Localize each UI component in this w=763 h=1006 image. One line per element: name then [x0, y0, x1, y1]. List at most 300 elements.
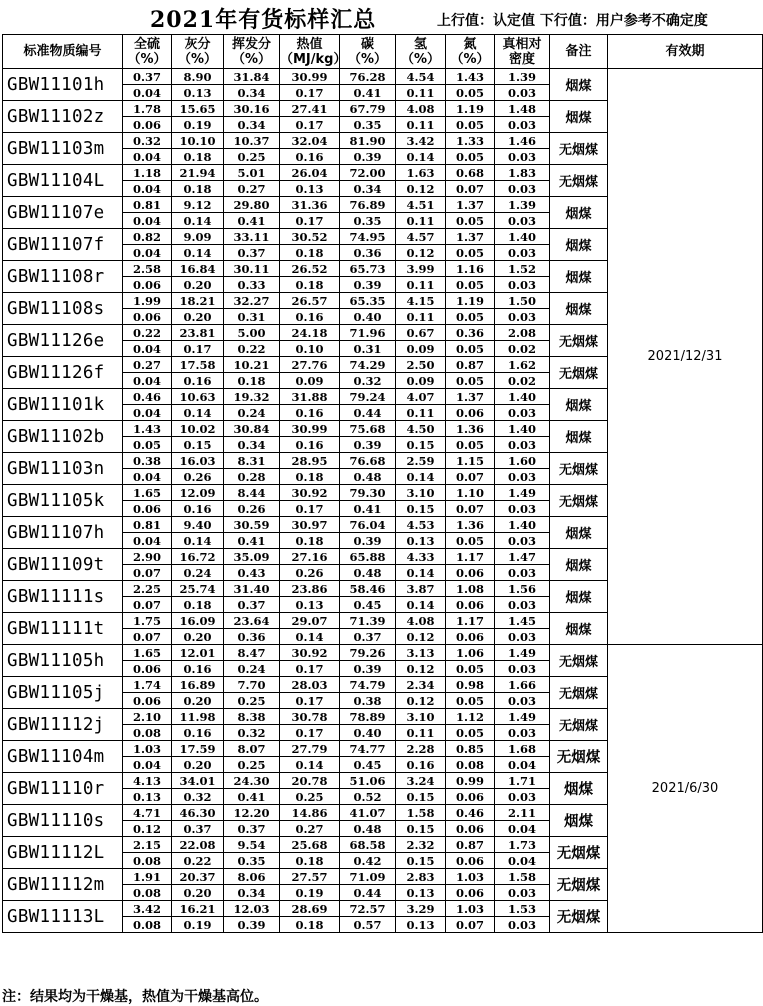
- uncertainty-value: 0.44: [340, 885, 396, 901]
- certified-value: 9.12: [172, 197, 224, 213]
- uncertainty-value: 0.45: [340, 597, 396, 613]
- certified-value: 1.36: [446, 517, 495, 533]
- uncertainty-value: 0.33: [224, 277, 280, 293]
- uncertainty-value: 0.48: [340, 469, 396, 485]
- col-header-validity: 有效期: [608, 35, 763, 69]
- certified-value: 23.86: [280, 581, 340, 597]
- certified-value: 3.24: [396, 773, 446, 789]
- certified-value: 1.08: [446, 581, 495, 597]
- uncertainty-value: 0.11: [396, 725, 446, 741]
- certified-value: 30.16: [224, 101, 280, 117]
- uncertainty-value: 0.19: [172, 117, 224, 133]
- certified-value: 1.50: [495, 293, 550, 309]
- certified-value: 20.37: [172, 869, 224, 885]
- uncertainty-value: 0.12: [396, 693, 446, 709]
- col-header-nitrogen: 氮 （%）: [446, 35, 495, 69]
- uncertainty-value: 0.26: [172, 469, 224, 485]
- certified-value: 8.07: [224, 741, 280, 757]
- uncertainty-value: 0.18: [172, 181, 224, 197]
- uncertainty-value: 0.08: [123, 885, 172, 901]
- uncertainty-value: 0.17: [280, 693, 340, 709]
- uncertainty-value: 0.05: [446, 85, 495, 101]
- certified-value: 34.01: [172, 773, 224, 789]
- certified-value: 10.37: [224, 133, 280, 149]
- uncertainty-value: 0.06: [446, 405, 495, 421]
- certified-value: 72.57: [340, 901, 396, 917]
- uncertainty-value: 0.05: [446, 117, 495, 133]
- uncertainty-value: 0.14: [172, 533, 224, 549]
- certified-value: 0.46: [446, 805, 495, 821]
- uncertainty-value: 0.03: [495, 501, 550, 517]
- uncertainty-value: 0.16: [172, 661, 224, 677]
- uncertainty-value: 0.32: [340, 373, 396, 389]
- certified-value: 1.66: [495, 677, 550, 693]
- col-header-volatile: 挥发分 （%）: [224, 35, 280, 69]
- uncertainty-value: 0.06: [446, 885, 495, 901]
- certified-value: 1.40: [495, 229, 550, 245]
- coal-type-note: 无烟煤: [550, 645, 608, 677]
- certified-value: 0.37: [123, 69, 172, 85]
- coal-type-note: 烟煤: [550, 389, 608, 421]
- uncertainty-value: 0.17: [280, 117, 340, 133]
- uncertainty-value: 0.14: [396, 149, 446, 165]
- uncertainty-value: 0.11: [396, 405, 446, 421]
- certified-value: 24.30: [224, 773, 280, 789]
- uncertainty-value: 0.22: [172, 853, 224, 869]
- uncertainty-value: 0.37: [224, 821, 280, 837]
- certified-value: 2.32: [396, 837, 446, 853]
- certified-value: 17.58: [172, 357, 224, 373]
- uncertainty-value: 0.14: [396, 565, 446, 581]
- coal-type-note: 无烟煤: [550, 453, 608, 485]
- uncertainty-value: 0.03: [495, 789, 550, 805]
- uncertainty-value: 0.27: [280, 821, 340, 837]
- coal-type-note: 烟煤: [550, 805, 608, 837]
- certified-value: 74.79: [340, 677, 396, 693]
- certified-value: 30.78: [280, 709, 340, 725]
- page-title: 2021年有货标样汇总: [150, 7, 377, 33]
- uncertainty-value: 0.34: [224, 117, 280, 133]
- uncertainty-value: 0.03: [495, 85, 550, 101]
- uncertainty-value: 0.04: [123, 373, 172, 389]
- uncertainty-value: 0.02: [495, 341, 550, 357]
- certified-value: 12.03: [224, 901, 280, 917]
- certified-value: 1.17: [446, 613, 495, 629]
- uncertainty-value: 0.41: [224, 533, 280, 549]
- standard-code: GBW11102b: [3, 421, 123, 453]
- certified-value: 4.15: [396, 293, 446, 309]
- uncertainty-value: 0.06: [446, 853, 495, 869]
- coal-type-note: 烟煤: [550, 773, 608, 805]
- certified-value: 16.09: [172, 613, 224, 629]
- uncertainty-value: 0.03: [495, 661, 550, 677]
- uncertainty-value: 0.24: [224, 405, 280, 421]
- uncertainty-value: 0.04: [123, 181, 172, 197]
- uncertainty-value: 0.39: [224, 917, 280, 933]
- standard-code: GBW11107h: [3, 517, 123, 549]
- uncertainty-value: 0.17: [172, 341, 224, 357]
- uncertainty-value: 0.04: [495, 821, 550, 837]
- uncertainty-value: 0.14: [172, 405, 224, 421]
- certified-value: 19.32: [224, 389, 280, 405]
- standard-code: GBW11107e: [3, 197, 123, 229]
- uncertainty-value: 0.40: [340, 725, 396, 741]
- certified-value: 2.90: [123, 549, 172, 565]
- uncertainty-value: 0.03: [495, 405, 550, 421]
- certified-value: 4.13: [123, 773, 172, 789]
- uncertainty-value: 0.13: [396, 917, 446, 933]
- certified-value: 1.58: [396, 805, 446, 821]
- certified-value: 30.11: [224, 261, 280, 277]
- certified-value: 10.10: [172, 133, 224, 149]
- coal-type-note: 烟煤: [550, 69, 608, 101]
- certified-value: 0.27: [123, 357, 172, 373]
- coal-type-note: 无烟煤: [550, 709, 608, 741]
- uncertainty-value: 0.08: [123, 853, 172, 869]
- standard-code: GBW11101h: [3, 69, 123, 101]
- uncertainty-value: 0.12: [396, 629, 446, 645]
- certified-value: 5.01: [224, 165, 280, 181]
- certified-value: 10.02: [172, 421, 224, 437]
- uncertainty-value: 0.18: [280, 853, 340, 869]
- uncertainty-value: 0.39: [340, 277, 396, 293]
- certified-value: 1.37: [446, 229, 495, 245]
- uncertainty-value: 0.25: [224, 149, 280, 165]
- certified-value: 68.58: [340, 837, 396, 853]
- certified-value: 4.53: [396, 517, 446, 533]
- standard-code: GBW11105h: [3, 645, 123, 677]
- standard-code: GBW11113L: [3, 901, 123, 933]
- coal-type-note: 烟煤: [550, 261, 608, 293]
- certified-value: 3.42: [396, 133, 446, 149]
- certified-value: 1.40: [495, 517, 550, 533]
- certified-value: 3.29: [396, 901, 446, 917]
- uncertainty-value: 0.07: [446, 917, 495, 933]
- uncertainty-value: 0.03: [495, 437, 550, 453]
- certified-value: 4.07: [396, 389, 446, 405]
- certified-value: 9.09: [172, 229, 224, 245]
- certified-value: 21.94: [172, 165, 224, 181]
- certified-value: 1.06: [446, 645, 495, 661]
- certified-value: 4.08: [396, 613, 446, 629]
- uncertainty-value: 0.42: [340, 853, 396, 869]
- certified-value: 30.84: [224, 421, 280, 437]
- standard-code: GBW11103m: [3, 133, 123, 165]
- certified-value: 26.52: [280, 261, 340, 277]
- uncertainty-value: 0.25: [224, 757, 280, 773]
- certified-value: 31.40: [224, 581, 280, 597]
- col-header-code: 标准物质编号: [3, 35, 123, 69]
- uncertainty-value: 0.04: [123, 245, 172, 261]
- certified-value: 0.36: [446, 325, 495, 341]
- certified-value: 28.95: [280, 453, 340, 469]
- certified-value: 1.91: [123, 869, 172, 885]
- uncertainty-value: 0.05: [446, 277, 495, 293]
- certified-value: 1.39: [495, 69, 550, 85]
- coal-type-note: 无烟煤: [550, 133, 608, 165]
- uncertainty-value: 0.03: [495, 181, 550, 197]
- certified-value: 31.88: [280, 389, 340, 405]
- certified-value: 1.83: [495, 165, 550, 181]
- certified-value: 75.68: [340, 421, 396, 437]
- certified-value: 32.04: [280, 133, 340, 149]
- standard-code: GBW11112m: [3, 869, 123, 901]
- certified-value: 72.00: [340, 165, 396, 181]
- uncertainty-value: 0.38: [340, 693, 396, 709]
- uncertainty-value: 0.32: [172, 789, 224, 805]
- uncertainty-value: 0.14: [280, 757, 340, 773]
- table-header-row: [3, 35, 763, 69]
- certified-value: 26.04: [280, 165, 340, 181]
- certified-value: 1.03: [123, 741, 172, 757]
- uncertainty-value: 0.31: [340, 341, 396, 357]
- uncertainty-value: 0.12: [123, 821, 172, 837]
- certified-value: 1.19: [446, 293, 495, 309]
- certified-value: 0.81: [123, 517, 172, 533]
- certified-value: 11.98: [172, 709, 224, 725]
- certified-value: 1.99: [123, 293, 172, 309]
- uncertainty-value: 0.45: [340, 757, 396, 773]
- uncertainty-value: 0.20: [172, 757, 224, 773]
- certified-value: 67.79: [340, 101, 396, 117]
- certified-value: 28.69: [280, 901, 340, 917]
- uncertainty-value: 0.13: [123, 789, 172, 805]
- uncertainty-value: 0.03: [495, 469, 550, 485]
- certified-value: 2.08: [495, 325, 550, 341]
- coal-type-note: 无烟煤: [550, 741, 608, 773]
- uncertainty-value: 0.15: [396, 789, 446, 805]
- certified-value: 1.46: [495, 133, 550, 149]
- uncertainty-value: 0.26: [280, 565, 340, 581]
- uncertainty-value: 0.06: [446, 821, 495, 837]
- certified-value: 51.06: [340, 773, 396, 789]
- uncertainty-value: 0.05: [446, 661, 495, 677]
- coal-type-note: 烟煤: [550, 517, 608, 549]
- uncertainty-value: 0.03: [495, 597, 550, 613]
- certified-value: 23.64: [224, 613, 280, 629]
- certified-value: 22.08: [172, 837, 224, 853]
- uncertainty-value: 0.20: [172, 277, 224, 293]
- certified-value: 18.21: [172, 293, 224, 309]
- certified-value: 0.22: [123, 325, 172, 341]
- certified-value: 16.03: [172, 453, 224, 469]
- coal-type-note: 无烟煤: [550, 325, 608, 357]
- certified-value: 2.25: [123, 581, 172, 597]
- uncertainty-value: 0.19: [280, 885, 340, 901]
- certified-value: 41.07: [340, 805, 396, 821]
- certified-value: 1.52: [495, 261, 550, 277]
- uncertainty-value: 0.28: [224, 469, 280, 485]
- uncertainty-value: 0.13: [172, 85, 224, 101]
- uncertainty-value: 0.20: [172, 629, 224, 645]
- certified-value: 25.74: [172, 581, 224, 597]
- uncertainty-value: 0.12: [396, 661, 446, 677]
- uncertainty-value: 0.17: [280, 661, 340, 677]
- certified-value: 8.90: [172, 69, 224, 85]
- uncertainty-value: 0.22: [224, 341, 280, 357]
- certified-value: 76.89: [340, 197, 396, 213]
- certified-value: 25.68: [280, 837, 340, 853]
- uncertainty-value: 0.14: [172, 213, 224, 229]
- certified-value: 4.08: [396, 101, 446, 117]
- certified-value: 1.10: [446, 485, 495, 501]
- certified-value: 1.49: [495, 485, 550, 501]
- certified-value: 8.38: [224, 709, 280, 725]
- uncertainty-value: 0.03: [495, 629, 550, 645]
- uncertainty-value: 0.08: [123, 917, 172, 933]
- certified-value: 1.37: [446, 389, 495, 405]
- certified-value: 0.82: [123, 229, 172, 245]
- certified-value: 33.11: [224, 229, 280, 245]
- uncertainty-value: 0.04: [123, 469, 172, 485]
- uncertainty-value: 0.06: [123, 309, 172, 325]
- uncertainty-value: 0.07: [446, 501, 495, 517]
- uncertainty-value: 0.31: [224, 309, 280, 325]
- uncertainty-value: 0.18: [280, 469, 340, 485]
- certified-value: 27.79: [280, 741, 340, 757]
- uncertainty-value: 0.52: [340, 789, 396, 805]
- certified-value: 17.59: [172, 741, 224, 757]
- certified-value: 71.09: [340, 869, 396, 885]
- certified-value: 8.47: [224, 645, 280, 661]
- uncertainty-value: 0.05: [446, 725, 495, 741]
- standard-code: GBW11103n: [3, 453, 123, 485]
- uncertainty-value: 0.41: [340, 85, 396, 101]
- uncertainty-value: 0.17: [280, 85, 340, 101]
- standard-code: GBW11108s: [3, 293, 123, 325]
- uncertainty-value: 0.48: [340, 821, 396, 837]
- uncertainty-value: 0.04: [123, 341, 172, 357]
- uncertainty-value: 0.35: [340, 213, 396, 229]
- coal-type-note: 烟煤: [550, 197, 608, 229]
- certified-value: 0.81: [123, 197, 172, 213]
- uncertainty-value: 0.37: [340, 629, 396, 645]
- col-header-carbon: 碳 （%）: [340, 35, 396, 69]
- uncertainty-value: 0.24: [224, 661, 280, 677]
- coal-type-note: 无烟煤: [550, 357, 608, 389]
- certified-value: 0.87: [446, 357, 495, 373]
- uncertainty-value: 0.37: [172, 821, 224, 837]
- uncertainty-value: 0.15: [396, 821, 446, 837]
- certified-value: 2.50: [396, 357, 446, 373]
- certified-value: 1.62: [495, 357, 550, 373]
- coal-type-note: 烟煤: [550, 293, 608, 325]
- standard-code: GBW11104L: [3, 165, 123, 197]
- certified-value: 10.63: [172, 389, 224, 405]
- certified-value: 1.18: [123, 165, 172, 181]
- uncertainty-value: 0.20: [172, 309, 224, 325]
- certified-value: 3.10: [396, 485, 446, 501]
- certified-value: 20.78: [280, 773, 340, 789]
- uncertainty-value: 0.18: [280, 277, 340, 293]
- col-header-hydrogen: 氢 （%）: [396, 35, 446, 69]
- uncertainty-value: 0.15: [396, 437, 446, 453]
- certified-value: 29.80: [224, 197, 280, 213]
- certified-value: 1.71: [495, 773, 550, 789]
- certified-value: 7.70: [224, 677, 280, 693]
- certified-value: 76.28: [340, 69, 396, 85]
- certified-value: 31.84: [224, 69, 280, 85]
- uncertainty-value: 0.34: [224, 885, 280, 901]
- certified-value: 1.15: [446, 453, 495, 469]
- uncertainty-value: 0.14: [280, 629, 340, 645]
- certified-value: 1.47: [495, 549, 550, 565]
- validity-date: 2021/12/31: [608, 69, 763, 645]
- uncertainty-value: 0.04: [123, 213, 172, 229]
- uncertainty-value: 0.36: [340, 245, 396, 261]
- uncertainty-value: 0.06: [446, 789, 495, 805]
- certified-value: 1.17: [446, 549, 495, 565]
- certified-value: 28.03: [280, 677, 340, 693]
- uncertainty-value: 0.04: [495, 757, 550, 773]
- uncertainty-value: 0.12: [396, 245, 446, 261]
- uncertainty-value: 0.35: [340, 117, 396, 133]
- uncertainty-value: 0.11: [396, 85, 446, 101]
- uncertainty-value: 0.04: [495, 853, 550, 869]
- uncertainty-value: 0.25: [280, 789, 340, 805]
- uncertainty-value: 0.37: [224, 597, 280, 613]
- standard-code: GBW11110s: [3, 805, 123, 837]
- uncertainty-value: 0.04: [123, 149, 172, 165]
- certified-value: 1.60: [495, 453, 550, 469]
- uncertainty-value: 0.06: [123, 661, 172, 677]
- uncertainty-value: 0.39: [340, 661, 396, 677]
- uncertainty-value: 0.17: [280, 501, 340, 517]
- certified-value: 4.51: [396, 197, 446, 213]
- standard-code: GBW11126e: [3, 325, 123, 357]
- coal-type-note: 无烟煤: [550, 677, 608, 709]
- uncertainty-value: 0.06: [123, 501, 172, 517]
- certified-value: 1.45: [495, 613, 550, 629]
- uncertainty-value: 0.08: [123, 725, 172, 741]
- col-header-sulfur: 全硫 （%）: [123, 35, 172, 69]
- certified-value: 12.01: [172, 645, 224, 661]
- uncertainty-value: 0.03: [495, 533, 550, 549]
- uncertainty-value: 0.03: [495, 917, 550, 933]
- standard-code: GBW11110r: [3, 773, 123, 805]
- standard-code: GBW11105j: [3, 677, 123, 709]
- certified-value: 31.36: [280, 197, 340, 213]
- certified-value: 1.36: [446, 421, 495, 437]
- certified-value: 3.13: [396, 645, 446, 661]
- certified-value: 1.56: [495, 581, 550, 597]
- uncertainty-value: 0.07: [123, 597, 172, 613]
- standard-code: GBW11112j: [3, 709, 123, 741]
- uncertainty-value: 0.06: [123, 693, 172, 709]
- uncertainty-value: 0.39: [340, 149, 396, 165]
- uncertainty-value: 0.34: [224, 85, 280, 101]
- uncertainty-value: 0.07: [446, 469, 495, 485]
- uncertainty-value: 0.09: [396, 341, 446, 357]
- uncertainty-value: 0.16: [172, 501, 224, 517]
- uncertainty-value: 0.07: [123, 629, 172, 645]
- certified-value: 1.58: [495, 869, 550, 885]
- uncertainty-value: 0.16: [172, 725, 224, 741]
- certified-value: 1.03: [446, 869, 495, 885]
- certified-value: 81.90: [340, 133, 396, 149]
- coal-type-note: 烟煤: [550, 613, 608, 645]
- certified-value: 1.49: [495, 709, 550, 725]
- col-header-ash: 灰分 （%）: [172, 35, 224, 69]
- uncertainty-value: 0.27: [224, 181, 280, 197]
- uncertainty-value: 0.16: [280, 405, 340, 421]
- uncertainty-value: 0.14: [172, 245, 224, 261]
- certified-value: 29.07: [280, 613, 340, 629]
- certified-value: 1.73: [495, 837, 550, 853]
- certified-value: 16.72: [172, 549, 224, 565]
- uncertainty-value: 0.20: [172, 885, 224, 901]
- certified-value: 8.31: [224, 453, 280, 469]
